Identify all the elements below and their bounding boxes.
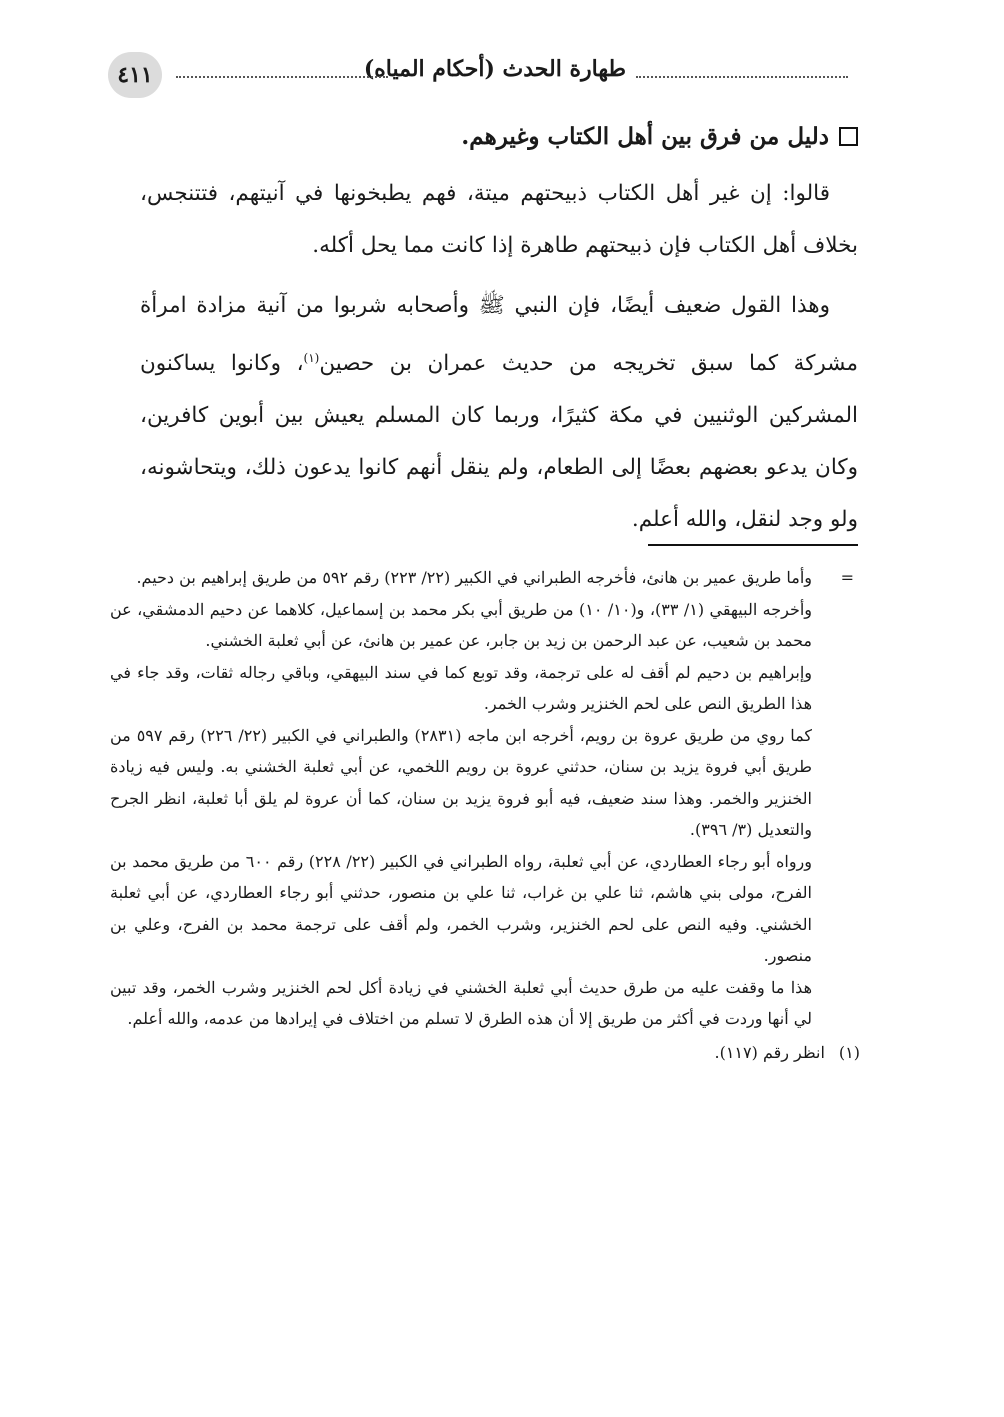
footnote-number: (١) (838, 1042, 860, 1062)
paragraph-2-part-a: وهذا القول ضعيف أيضًا، فإن النبي ﷺ وأصحابه شربوا من آنية مزادة امرأة مشركة كما سبق تخريجه من حديث عمران بن حصين (140, 293, 858, 377)
footnote-reference[interactable]: (١) (303, 351, 320, 365)
footnote-paragraph: وإبراهيم بن دحيم لم أقف له على ترجمة، وقد توبع كما في سند البيهقي، وباقي رجاله ثقات، وقد جاء في هذا الطريق النص على لحم الخنزير وشرب الخمر. (110, 662, 812, 713)
footnote-separator (648, 544, 858, 546)
page-number: ٤١١ (108, 52, 162, 98)
paragraph-2-part-b: ، وكانوا يساكنون المشركين الوثنيين في مكة كثيرًا، وربما كان المسلم يعيش بين أبوين كافرين، وكان يدعو بعضهم بعضًا إلى الطعام، ولم ينقل أنهم كانوا يدعون ذلك، ويتحاشونه، ولو وجد لنقل، والله أعلم. (140, 351, 858, 533)
paragraph-2 (140, 280, 858, 546)
footnote-paragraph: كما روي من طريق عروة بن رويم، أخرجه ابن ماجه (٢٨٣١) والطبراني في الكبير (٢٢/ ٢٢٦) رقم ٥٩٧ من طريق أبي فروة يزيد بن سنان، حدثني عروة بن رويم اللخمي، عن أبي ثعلبة الخشني به. وليس فيه زيادة الخنزير والخمر. وهذا سند ضعيف، فيه أبو فروة يزيد بن سنان، كما أن عروة لم يلق أبا ثعلبة، انظر الجرح والتعديل (٣/ ٣٩٦). (110, 725, 813, 839)
running-title: طهارة الحدث (أحكام المياه) (363, 56, 626, 82)
footnotes (110, 562, 860, 1068)
header-dots-right (636, 76, 848, 78)
footnote-paragraph: هذا ما وقفت عليه من طرق حديث أبي ثعلبة الخشني في زيادة أكل لحم الخنزير وشرب الخمر، وقد تبين لي أنها وردت في أكثر من طريق إلا أن هذه الطرق لا تسلم من اختلاف في إيرادها من عدمه، والله أعلم. (110, 977, 813, 1028)
header-dots-left (176, 76, 388, 78)
page-header (108, 52, 848, 98)
main-text (140, 112, 858, 546)
footnote-text: وأما طريق عمير بن هانئ، فأخرجه الطبراني في الكبير (٢٢/ ٢٢٣) رقم ٥٩٢ من طريق إبراهيم بن دحيم. (136, 568, 812, 587)
footnote-1 (110, 1037, 860, 1069)
continuation-mark: = (840, 568, 854, 587)
footnote-paragraph: ورواه أبو رجاء العطاردي، عن أبي ثعلبة، رواه الطبراني في الكبير (٢٢/ ٢٢٨) رقم ٦٠٠ من طريق محمد بن الفرح، مولى بني هاشم، ثنا علي بن غراب، ثنا علي بن منصور، حدثني أبو رجاء العطاردي، عن أبي ثعلبة الخشني. وفيه النص على لحم الخنزير، وشرب الخمر، ولم أقف على ترجمة محمد بن الفرح، وعلي بن منصور. (110, 851, 813, 965)
section-heading-text: دليل من فرق بين أهل الكتاب وغيرهم. (461, 123, 829, 150)
square-bullet-icon (839, 127, 858, 146)
footnote-1-text: انظر رقم (١١٧). (714, 1042, 825, 1062)
section-heading (140, 112, 858, 162)
paragraph-1: قالوا: إن غير أهل الكتاب ذبيحتهم ميتة، فهم يطبخونها في آنيتهم، فتتنجس، بخلاف أهل الكتاب فإن ذبيحتهم طاهرة إذا كانت مما يحل أكله. (140, 181, 858, 258)
footnote-continuation (110, 562, 860, 594)
footnote-paragraph: وأخرجه البيهقي (١/ ٣٣)، و(١٠/ ١٠) من طريق أبي بكر محمد بن إسماعيل، كلاهما عن دحيم الدمشقي، عن محمد بن شعيب، عن عبد الرحمن بن زيد بن جابر، عن عمير بن هانئ، عن أبي ثعلبة الخشني. (110, 599, 813, 650)
